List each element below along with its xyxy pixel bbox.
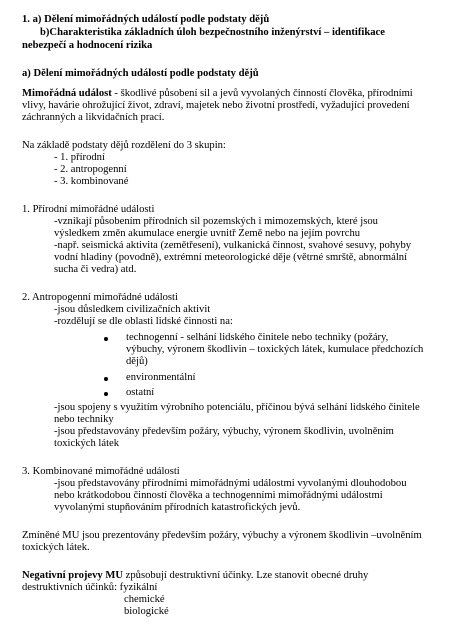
natural-line: -vznikají působením přírodních sil pozemských i mimozemských, které jsou — [54, 216, 378, 227]
definition-line3: záchranných a likvidačních prací. — [22, 112, 165, 123]
bullet-environmental: environmentální — [126, 372, 196, 383]
group-item: - 1. přírodní — [54, 152, 105, 163]
natural-line: -např. seismická aktivita (zemětřesení), vulkanická činnost, svahové sesuvy, pohyby — [54, 240, 412, 251]
groups-intro: Na základě podstaty dějů rozdělení do 3 skupin: — [22, 140, 226, 151]
definition-text-1: - škodlivé působení sil a jevů vyvolaných činností člověka, přírodními — [111, 88, 413, 99]
anthropogenic-line: nebo techniky — [54, 414, 114, 425]
mu-note-line2: toxických látek. — [22, 542, 90, 553]
effects-term: Negativní projevy MU — [22, 570, 124, 581]
mu-note-line1: Zmíněné MU jsou prezentovány především požáry, výbuchy a výronem škodlivin –uvolněním — [22, 530, 422, 541]
definition-term: Mimořádná událost — [22, 88, 112, 99]
group-item: - 3. kombinované — [54, 176, 129, 187]
anthropogenic-heading: 2. Antropogenní mimořádné události — [22, 292, 178, 303]
effects-line3: chemické — [124, 594, 165, 605]
section-a-heading: a) Dělení mimořádných událostí podle podstaty dějů — [22, 68, 259, 79]
bullet-icon — [104, 337, 108, 341]
natural-line: sucha či vedra) atd. — [54, 264, 137, 275]
bullet-technogenic-line1: technogenní - selhání lidského činitele nebo techniky (požáry, — [126, 332, 389, 343]
anthropogenic-line: -jsou představovány především požáry, výbuchy, výronem škodlivin, uvolněním — [54, 426, 394, 437]
anthropogenic-line: toxických látek — [54, 438, 120, 449]
bullet-other: ostatní — [126, 387, 155, 398]
bullet-technogenic-line3: dějů) — [126, 356, 148, 367]
combined-line: -jsou představovány přírodními mimořádnými událostmi vyvolanými dlouhodobou — [54, 478, 407, 489]
bullet-icon — [104, 392, 108, 396]
definition-line1 — [22, 88, 413, 100]
group-item: - 2. antropogenní — [54, 164, 127, 175]
toc-item-a: 1. a) Dělení mimořádných událostí podle podstaty dějů — [22, 14, 270, 25]
combined-line: vyvolanými stupňováním přírodních katastrofických jevů. — [54, 502, 301, 513]
effects-line1 — [22, 570, 368, 582]
toc-item-b-line1: b)Charakteristika základních úloh bezpečnostního inženýrství – identifikace — [40, 27, 385, 38]
anthropogenic-line: -jsou důsledkem civilizačních aktivit — [54, 304, 211, 315]
natural-heading: 1. Přírodní mimořádné události — [22, 204, 155, 215]
combined-heading: 3. Kombinované mimořádné události — [22, 466, 180, 477]
effects-text: způsobují destruktivní účinky. Lze stanovit obecné druhy — [123, 570, 369, 581]
effects-line2: destruktivních účinků: fyzikální — [22, 582, 158, 593]
natural-line: vodní hladiny (povodně), extrémní meteorologické děje (větrné smrště, abnormální — [54, 252, 408, 263]
effects-line4: biologické — [124, 606, 169, 617]
bullet-technogenic-line2: výbuchy, výronem škodlivin – toxických látek, kumulace předchozích — [126, 344, 424, 355]
definition-line2: vlivy, havárie ohrožující život, zdraví, majetek nebo životní prostředí, vyžadující provedení — [22, 100, 410, 111]
combined-line: nebo krátkodobou činností člověka a technogenními mimořádnými událostmi — [54, 490, 383, 501]
toc-item-b-line2: nebezpečí a hodnocení rizika — [22, 40, 153, 51]
anthropogenic-line: -jsou spojeny s využitím výrobního potenciálu, příčinou bývá selhání lidského činitele — [54, 402, 420, 413]
anthropogenic-line: -rozdělují se dle oblasti lidské činnosti na: — [54, 316, 233, 327]
bullet-icon — [104, 377, 108, 381]
natural-line: výsledkem změn akumulace energie uvnitř Země nebo na jejím povrchu — [54, 228, 361, 239]
